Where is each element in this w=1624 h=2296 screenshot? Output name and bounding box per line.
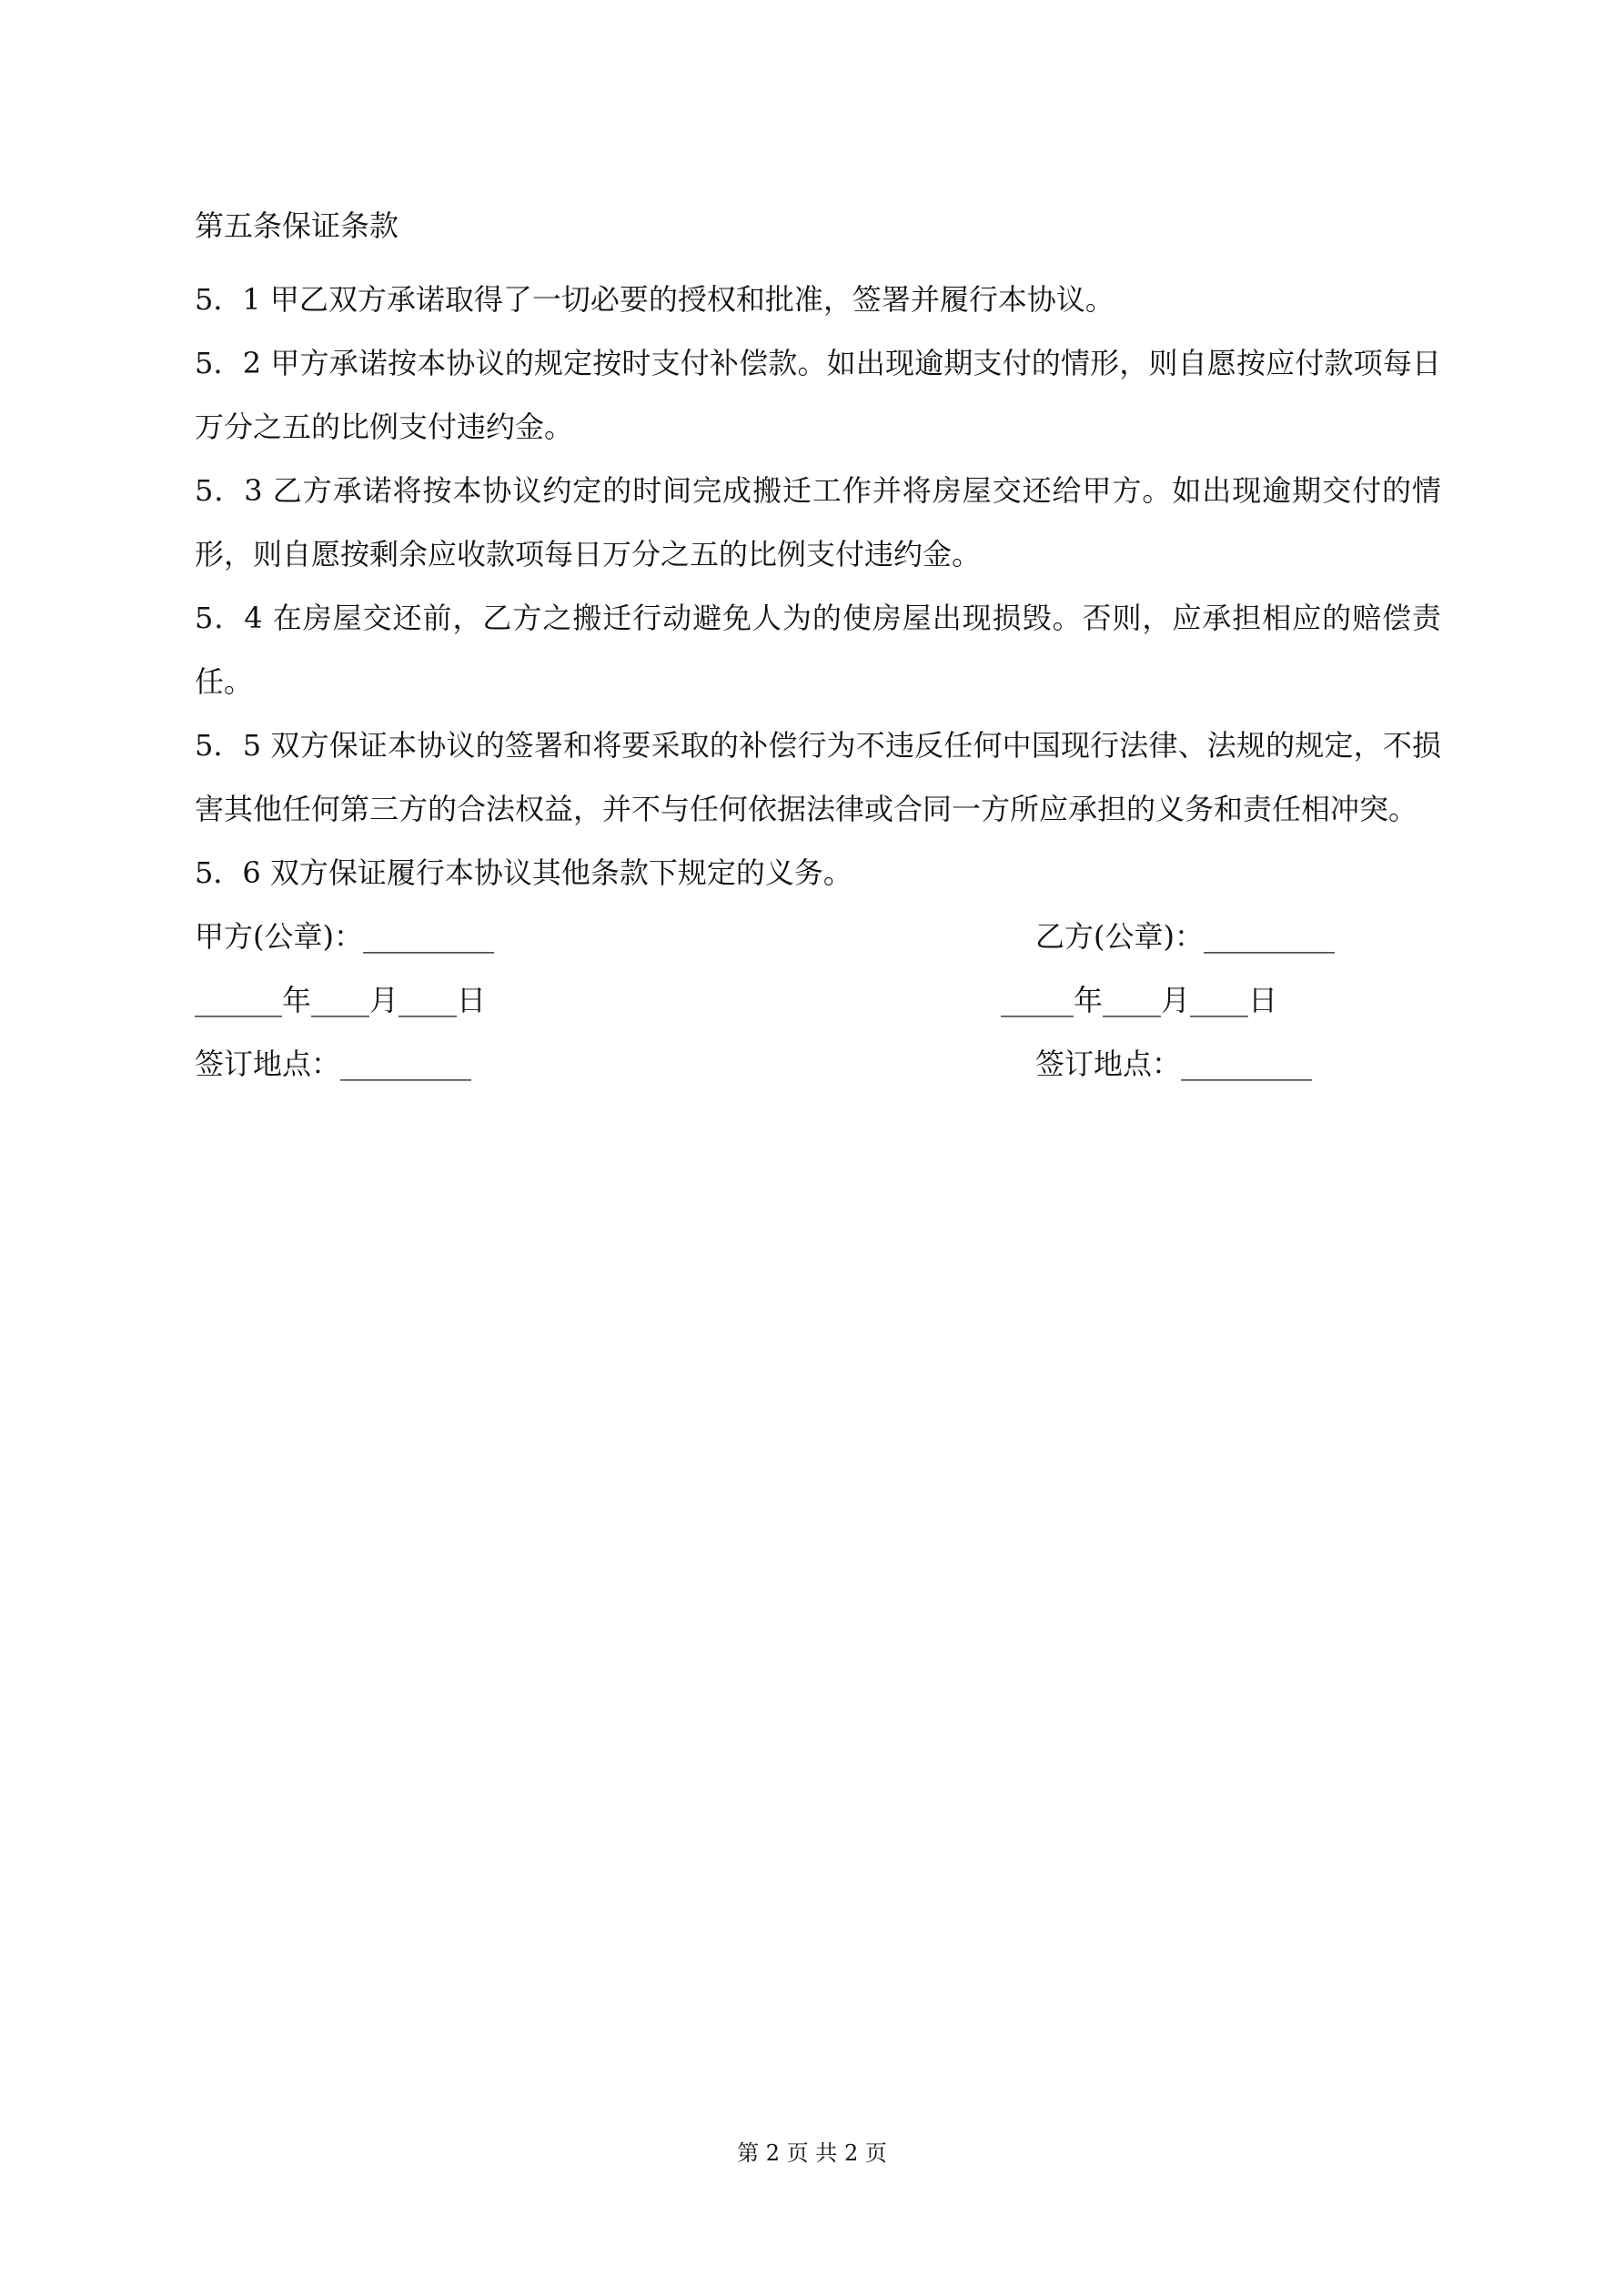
party-b-place: 签订地点：_________ <box>1035 1047 1313 1081</box>
page-number: 第 2 页 共 2 页 <box>737 2140 887 2166</box>
clause-5-4: 5．4 在房屋交还前，乙方之搬迁行动避免人为的使房屋出现损毁。否则，应承担相应的赔偿责任。 <box>195 601 1441 699</box>
document-body <box>195 202 1441 1096</box>
party-b-date: _____年____月____日 <box>1001 983 1278 1017</box>
party-b-seal: 乙方(公章)：_________ <box>1035 919 1335 954</box>
party-a-place: 签订地点：_________ <box>195 1047 472 1081</box>
clause-5-2: 5．2 甲方承诺按本协议的规定按时支付补偿款。如出现逾期支付的情形，则自愿按应付款项每日万分之五的比例支付违约金。 <box>195 346 1441 444</box>
clause-5-1: 5．1 甲乙双方承诺取得了一切必要的授权和批准，签署并履行本协议。 <box>195 282 1115 317</box>
section-title: 第五条保证条款 <box>195 208 399 243</box>
clause-5-3: 5．3 乙方承诺将按本协议约定的时间完成搬迁工作并将房屋交还给甲方。如出现逾期交付的情形，则自愿按剩余应收款项每日万分之五的比例支付违约金。 <box>195 473 1441 571</box>
party-a-date: ______年____月____日 <box>195 983 487 1017</box>
signature-seal-row <box>195 905 1441 968</box>
signature-date-row <box>195 968 1441 1032</box>
signature-place-row <box>195 1032 1441 1096</box>
party-a-seal: 甲方(公章)：_________ <box>195 919 494 954</box>
clause-5-6: 5．6 双方保证履行本协议其他条款下规定的义务。 <box>195 855 852 890</box>
clause-5-5: 5．5 双方保证本协议的签署和将要采取的补偿行为不违反任何中国现行法律、法规的规定，不损害其他任何第三方的合法权益，并不与任何依据法律或合同一方所应承担的义务和责任相冲突。 <box>195 728 1441 826</box>
